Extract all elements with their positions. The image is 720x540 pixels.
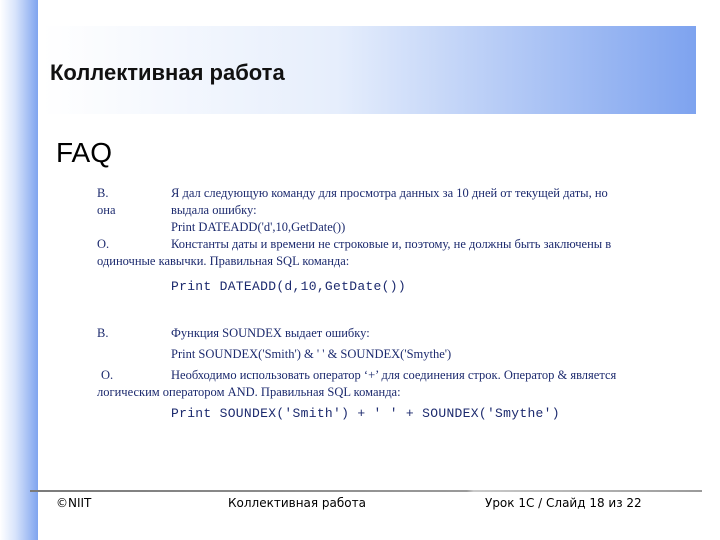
answer-2 <box>97 367 687 384</box>
question-tag: В. <box>97 326 109 340</box>
answer-1 <box>97 236 687 253</box>
answer-text: Необходимо использовать оператор ‘+’ для соединения строк. Оператор & является <box>171 368 617 382</box>
question-text: Я дал следующую команду для просмотра данных за 10 дней от текущей даты, но <box>171 186 608 200</box>
footer-divider <box>30 490 702 492</box>
question-2-command: Print SOUNDEX('Smith') & ' ' & SOUNDEX('Smythe') <box>171 347 452 361</box>
answer-tag: О. <box>101 368 114 382</box>
section-heading: FAQ <box>56 137 113 168</box>
question-1-command: Print DATEADD('d',10,GetDate()) <box>171 220 346 234</box>
question-tag-continuation: она <box>97 203 116 217</box>
footer-page-number: Урок 1C / Слайд 18 из 22 <box>485 496 642 510</box>
answer-1-code: Print DATEADD(d,10,GetDate()) <box>171 279 406 294</box>
left-decorative-bar <box>0 0 38 540</box>
question-tag: В. <box>97 186 109 200</box>
question-2 <box>97 325 687 342</box>
faq-content <box>97 185 687 422</box>
footer-course: Коллективная работа <box>228 496 366 510</box>
answer-1-line2: одиночные кавычки. Правильная SQL команда: <box>97 254 350 268</box>
spacer <box>97 295 687 325</box>
footer-copyright: ©NIIT <box>56 496 92 510</box>
answer-2-line2: логическим оператором AND. Правильная SQL команда: <box>97 385 401 399</box>
slide-title: Коллективная работа <box>50 60 285 85</box>
question-text: Функция SOUNDEX выдает ошибку: <box>171 326 370 340</box>
question-1 <box>97 185 687 202</box>
question-text: выдала ошибку: <box>171 203 257 217</box>
spacer <box>97 270 687 278</box>
answer-tag: О. <box>97 237 110 251</box>
question-1-line2 <box>97 202 687 219</box>
answer-2-code: Print SOUNDEX('Smith') + ' ' + SOUNDEX('Smythe') <box>171 406 560 421</box>
answer-text: Константы даты и времени не строковые и, поэтому, не должны быть заключены в <box>171 237 612 251</box>
